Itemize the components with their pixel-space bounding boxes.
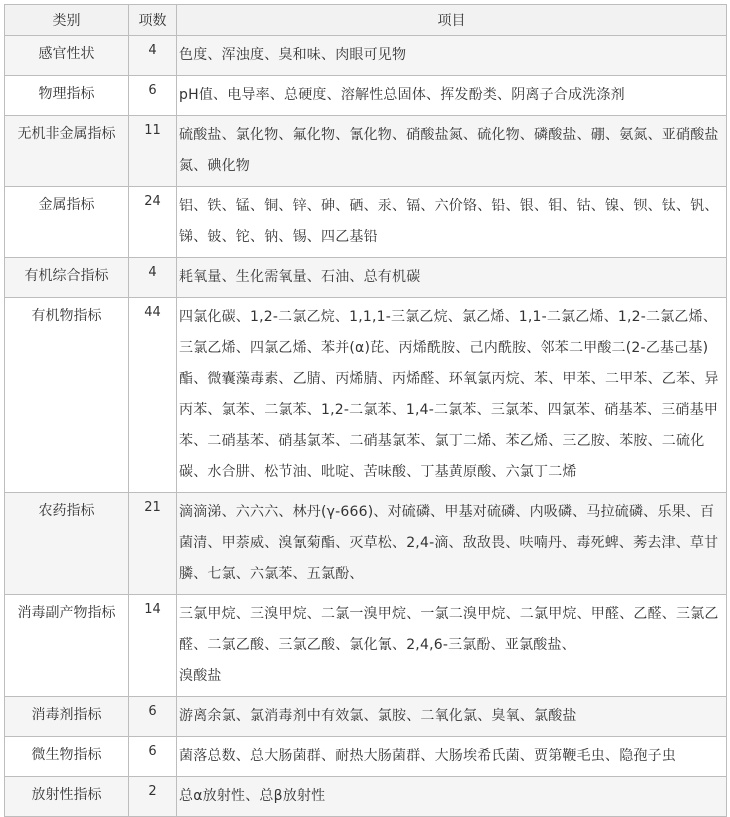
row-items-cell [177, 595, 727, 697]
row-count: 14 [129, 595, 177, 697]
row-category: 无机非金属指标 [5, 116, 129, 187]
row-category: 消毒剂指标 [5, 697, 129, 737]
row-category: 放射性指标 [5, 777, 129, 817]
row-count: 21 [129, 493, 177, 595]
row-count: 6 [129, 737, 177, 777]
table-row [5, 777, 727, 817]
row-category: 金属指标 [5, 187, 129, 258]
row-category: 感官性状 [5, 36, 129, 76]
table-row [5, 697, 727, 737]
row-count: 24 [129, 187, 177, 258]
row-items: 游离余氯、氯消毒剂中有效氯、氯胺、二氧化氯、臭氧、氯酸盐 [177, 697, 727, 737]
row-items: 色度、浑浊度、臭和味、肉眼可见物 [177, 36, 727, 76]
table-row [5, 187, 727, 258]
row-items: 四氯化碳、1,2-二氯乙烷、1,1,1-三氯乙烷、氯乙烯、1,1-二氯乙烯、1,2-二氯乙烯、三氯乙烯、四氯乙烯、苯并(α)芘、丙烯酰胺、己内酰胺、邻苯二甲酸二(2-乙基己基)酯、微囊藻毒素、乙腈、丙烯腈、丙烯醛、环氧氯丙烷、苯、甲苯、二甲苯、乙苯、异丙苯、氯苯、二氯苯、1,2-二氯苯、1,4-二氯苯、三氯苯、四氯苯、硝基苯、三硝基甲苯、二硝基苯、硝基氯苯、二硝基氯苯、氯丁二烯、苯乙烯、三乙胺、苯胺、二硫化碳、水合肼、松节油、吡啶、苦味酸、丁基黄原酸、六氯丁二烯 [177, 298, 727, 493]
table-row [5, 298, 727, 493]
header-items: 项目 [177, 5, 727, 36]
row-count: 6 [129, 76, 177, 116]
row-category: 物理指标 [5, 76, 129, 116]
row-category: 有机综合指标 [5, 258, 129, 298]
row-count: 4 [129, 258, 177, 298]
row-items: 菌落总数、总大肠菌群、耐热大肠菌群、大肠埃希氏菌、贾第鞭毛虫、隐孢子虫 [177, 737, 727, 777]
row-count: 44 [129, 298, 177, 493]
table-row [5, 76, 727, 116]
row-items: 铝、铁、锰、铜、锌、砷、硒、汞、镉、六价铬、铅、银、钼、钴、镍、钡、钛、钒、锑、铍、铊、钠、锡、四乙基铅 [177, 187, 727, 258]
row-items-continuation: 溴酸盐 [179, 668, 222, 684]
table-row [5, 36, 727, 76]
row-items: pH值、电导率、总硬度、溶解性总固体、挥发酚类、阴离子合成洗涤剂 [177, 76, 727, 116]
row-count: 2 [129, 777, 177, 817]
row-items: 总α放射性、总β放射性 [177, 777, 727, 817]
table-row [5, 116, 727, 187]
row-count: 11 [129, 116, 177, 187]
row-count: 4 [129, 36, 177, 76]
row-category: 消毒副产物指标 [5, 595, 129, 697]
row-items: 耗氧量、生化需氧量、石油、总有机碳 [177, 258, 727, 298]
row-items: 滴滴涕、六六六、林丹(γ-666)、对硫磷、甲基对硫磷、内吸磷、马拉硫磷、乐果、百菌清、甲萘威、溴氰菊酯、灭草松、2,4-滴、敌敌畏、呋喃丹、毒死蜱、莠去津、草甘膦、七氯、六氯苯、五氯酚、 [177, 493, 727, 595]
row-category: 农药指标 [5, 493, 129, 595]
table-row [5, 595, 727, 697]
row-category: 有机物指标 [5, 298, 129, 493]
table-row [5, 493, 727, 595]
header-count: 项数 [129, 5, 177, 36]
table-row [5, 737, 727, 777]
row-count: 6 [129, 697, 177, 737]
table-row [5, 258, 727, 298]
water-quality-indicators-table [4, 4, 727, 817]
row-category: 微生物指标 [5, 737, 129, 777]
header-category: 类别 [5, 5, 129, 36]
table-header-row [5, 5, 727, 36]
row-items: 三氯甲烷、三溴甲烷、二氯一溴甲烷、一氯二溴甲烷、二氯甲烷、甲醛、乙醛、三氯乙醛、二氯乙酸、三氯乙酸、氯化氰、2,4,6-三氯酚、亚氯酸盐、 [179, 606, 719, 653]
row-items: 硫酸盐、氯化物、氟化物、氰化物、硝酸盐氮、硫化物、磷酸盐、硼、氨氮、亚硝酸盐氮、碘化物 [177, 116, 727, 187]
